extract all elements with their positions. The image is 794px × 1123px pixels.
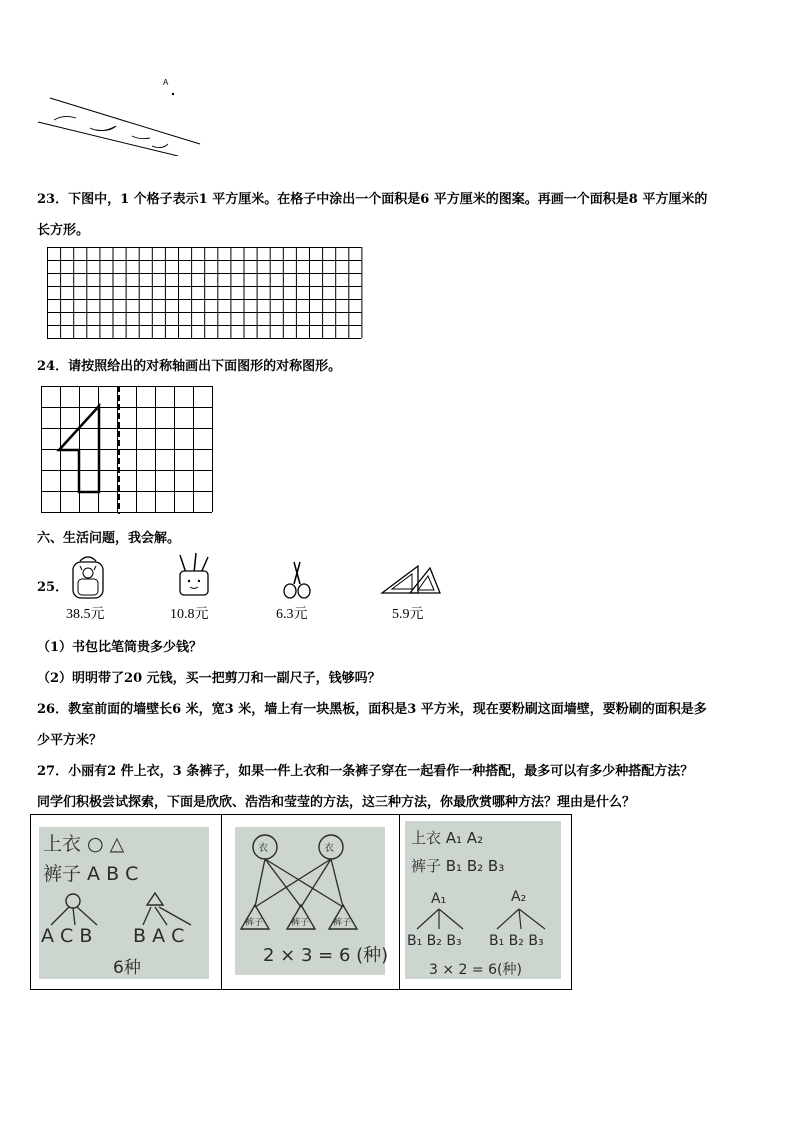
p1-right-leaves: B A C	[133, 925, 185, 947]
scissors-price: 6.3元	[276, 607, 308, 622]
top-figure	[34, 76, 204, 156]
pencil-holder-icon	[174, 551, 214, 599]
q25-sub2: （2）明明带了20 元钱，买一把剪刀和一副尺子，钱够吗？	[37, 671, 381, 686]
river-drawing	[34, 76, 204, 156]
p2-bottom-label-2: 裤子	[291, 918, 310, 928]
point-a-label: A	[163, 78, 169, 87]
p2-top-label-1: 衣	[258, 843, 268, 854]
p1-row2: 裤子 A B C	[43, 863, 139, 885]
p2-top-label-2: 衣	[324, 843, 334, 854]
scissors-icon	[280, 560, 314, 600]
method-panel-haohao	[235, 827, 389, 975]
q23-line2: 长方形。	[37, 223, 90, 238]
ruler-set-icon	[380, 562, 442, 596]
methods-table	[30, 814, 572, 990]
q26-line1: 26．教室前面的墙壁长6 米，宽3 米，墙上有一块黑板，面积是3 平方米，现在要粉刷这面墙壁，要粉刷的面积是多	[37, 702, 707, 717]
q23-grid[interactable]	[47, 247, 365, 339]
method-panel-yingying	[405, 821, 561, 979]
p3-tree1-leaves: B₁ B₂ B₃	[407, 933, 462, 949]
p1-left-leaves: A C B	[41, 925, 93, 947]
q26-line2: 少平方米？	[37, 733, 103, 748]
p3-branches	[405, 905, 561, 935]
p1-result: 6种	[113, 958, 141, 978]
p2-bottom-label-3: 裤子	[333, 918, 352, 928]
section6-title: 六、生活问题，我会解。	[37, 531, 181, 546]
p3-equation: 3 × 2 = 6(种)	[429, 962, 522, 978]
q24-text: 24．请按照给出的对称轴画出下面图形的对称图形。	[37, 359, 342, 374]
p3-tree2-leaves: B₁ B₂ B₃	[489, 933, 544, 949]
p3-row2: 裤子 B₁ B₂ B₃	[411, 857, 505, 875]
p3-tree1-root: A₁	[431, 891, 447, 907]
backpack-icon	[68, 553, 108, 601]
backpack-price: 38.5元	[66, 607, 105, 622]
method-panel-xinxin	[39, 827, 209, 979]
p3-tree2-root: A₂	[511, 889, 527, 905]
pencil-holder-price: 10.8元	[170, 607, 209, 622]
p2-equation: 2 × 3 = 6 (种)	[263, 945, 389, 966]
p3-row1: 上衣 A₁ A₂	[411, 829, 484, 847]
q25-number: 25．	[37, 580, 69, 595]
q27-line1: 27．小丽有2 件上衣，3 条裤子，如果一件上衣和一条裤子穿在一起看作一种搭配，最多可以有多少种搭配方法？	[37, 764, 694, 779]
ruler-set-price: 5.9元	[392, 607, 424, 622]
p1-row1: 上衣 ○ △	[43, 833, 125, 855]
p2-bottom-label-1: 裤子	[245, 918, 264, 928]
q24-grid[interactable]	[41, 386, 213, 514]
q27-line2: 同学们积极尝试探索，下面是欣欣、浩浩和莹莹的方法，这三种方法，你最欣赏哪种方法？理由是什么？	[37, 795, 636, 810]
q25-sub1: （1）书包比笔筒贵多少钱？	[37, 640, 203, 655]
q23-line1: 23．下图中，1 个格子表示1 平方厘米。在格子中涂出一个面积是6 平方厘米的图案。再画一个面积是8 平方厘米的	[37, 192, 708, 207]
